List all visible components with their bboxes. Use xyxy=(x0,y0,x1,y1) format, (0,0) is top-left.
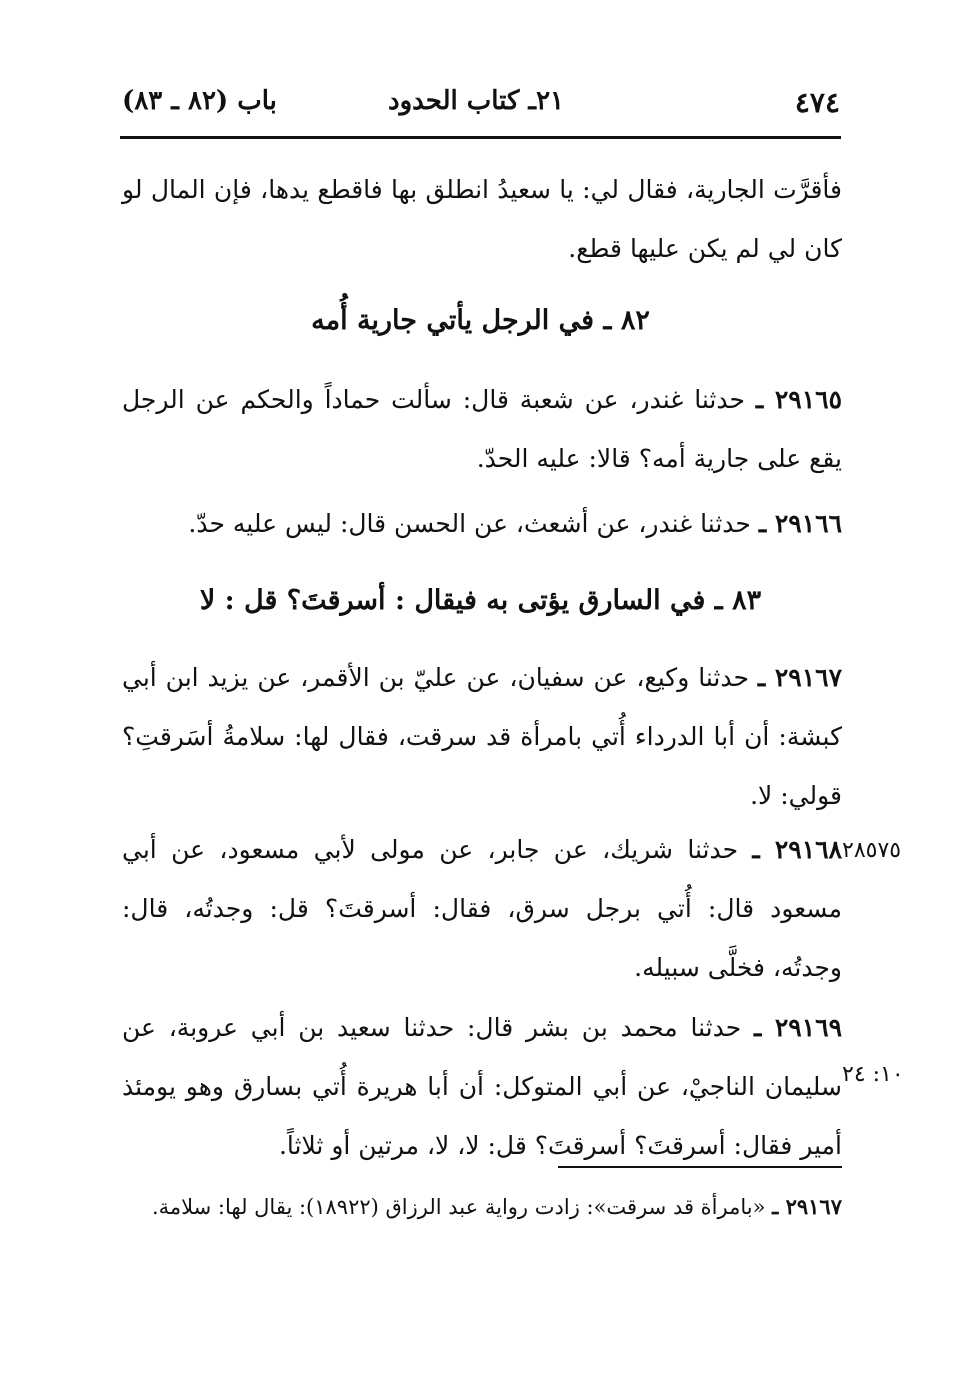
hadith-29165 xyxy=(122,370,842,488)
hadith-number: ٢٩١٦٥ ـ xyxy=(755,385,842,414)
hadith-text: حدثنا وكيع، عن سفيان، عن عليّ بن الأقمر، عن يزيد ابن أبي كبشة: أن أبا الدرداء أُتي بامرأة قد سرقت، فقال لها: سلامةُ أسَرقتِ؟ قولي: لا. xyxy=(122,663,842,810)
hadith-number: ٢٩١٦٧ ـ xyxy=(757,663,843,692)
hadith-29169 xyxy=(122,998,842,1175)
section-83-heading: ٨٣ ـ في السارق يؤتى به فيقال : أسرقتَ؟ قل : لا xyxy=(199,585,762,616)
hadith-text: حدثنا شريك، عن جابر، عن مولى لأبي مسعود، عن أبي مسعود قال: أُتي برجل سرق، فقال: أسرقتَ؟ قل: وجدتُه، قال: وجدتُه، فخلَّى سبيله. xyxy=(122,835,842,982)
hadith-number: ٢٩١٦٦ ـ xyxy=(758,509,842,538)
hadith-number: ٢٩١٦٩ ـ xyxy=(753,1013,842,1042)
footnote-text: «بامرأة قد سرقت»: زادت رواية عبد الرزاق (١٨٩٢٢): يقال لها: سلامة. xyxy=(151,1195,773,1219)
footnote-number: ٢٩١٦٧ ـ xyxy=(772,1194,842,1219)
hadith-text: حدثنا غندر، عن أشعث، عن الحسن قال: ليس عليه حدّ. xyxy=(188,509,759,538)
section-82-heading: ٨٢ ـ في الرجل يأتي جارية أُمه xyxy=(311,305,650,336)
margin-reference: ٢٨٥٧٥ xyxy=(842,838,902,863)
hadith-text: حدثنا محمد بن بشر قال: حدثنا سعيد بن أبي عروبة، عن سليمان الناجيْ، عن أبي المتوكل: أن أبا هريرة أُتي بسارق وهو يومئذ أمير فقال: أسرقتَ؟ أسرقتَ؟ قل: لا، لا، مرتين أو ثلاثاً. xyxy=(122,1013,842,1160)
hadith-29166 xyxy=(122,494,842,553)
margin-reference: ١٠: ٢٤ xyxy=(842,1062,904,1087)
running-book-title: ٢١ـ كتاب الحدود xyxy=(388,86,564,116)
hadith-number: ٢٩١٦٨ ـ xyxy=(752,835,842,864)
header-rule xyxy=(120,136,841,139)
hadith-29168 xyxy=(122,820,842,997)
hadith-29167 xyxy=(122,648,842,825)
page-number: ٤٧٤ xyxy=(794,86,840,119)
intro-paragraph: فأقرَّت الجارية، فقال لي: يا سعيدُ انطلق بها فاقطع يدها، فإن المال لو كان لي لم يكن عليها قطع. xyxy=(122,175,842,263)
footnote-rule xyxy=(558,1166,842,1168)
hadith-text: حدثنا غندر، عن شعبة قال: سألت حماداً والحكم عن الرجل يقع على جارية أمه؟ قالا: عليه الحدّ. xyxy=(122,385,842,473)
running-chapter-range: باب (٨٢ ـ ٨٣) xyxy=(122,86,277,116)
footnote xyxy=(122,1184,842,1230)
